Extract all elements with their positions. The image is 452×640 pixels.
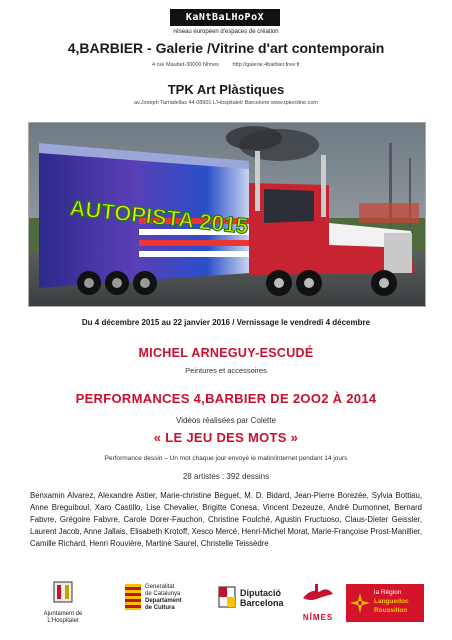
gallery-address-line xyxy=(0,62,452,68)
event-dates: Du 4 décembre 2015 au 22 janvier 2016 / Vernissage le vendredi 4 décembre xyxy=(81,318,371,327)
catalunya-flag-icon xyxy=(125,584,141,610)
region-line-3: Roussillon xyxy=(374,607,408,614)
tpk-address-line xyxy=(0,100,452,106)
catalunya-line-2: de Catalunya xyxy=(145,591,181,597)
performances-title: PERFORMANCES 4,BARBIER DE 2OO2 À 2014 xyxy=(75,391,377,406)
diputacio-line-1: Diputació xyxy=(240,588,282,598)
performance-description: Performance dessin – Un mot chaque jour envoyé le matin/internet pendant 14 jours xyxy=(104,455,348,462)
network-logo: KaNtBaLHoPoX xyxy=(170,9,280,26)
network-subtitle: réseau européen d'espaces de création xyxy=(173,29,279,35)
truck-text: AUTOPISTA 2015 xyxy=(68,195,250,239)
artists-count: 28 artistes : 392 dessins xyxy=(182,472,270,481)
nimes-label: NÎMES xyxy=(302,613,334,622)
truck-photo xyxy=(28,122,426,307)
tpk-url[interactable]: www.tpkonline.com xyxy=(270,100,318,106)
artist-name: MICHEL ARNEGUY-ESCUDÉ xyxy=(138,346,314,360)
gallery-title: 4,BARBIER - Galerie /Vitrine d'art contemporain xyxy=(67,40,385,56)
hospitalet-logo xyxy=(28,580,98,625)
region-line-2: Languedoc xyxy=(374,598,409,605)
region-logo xyxy=(346,584,424,622)
artists-list: Benxamin Alvarez, Alexandre Astier, Marie-christine Beguet, M. D. Bidard, Jean-Pierre Borezée, Sylvia Bottiau, Anne Breguiboul, Xaro Castillo, Lise Chevalier, Brigitte Conesa, Vincent Dezeuze, André Dumonnet, Bernard Fabvre, Grégoire Fabvre, Carole Dorer-Fauchon, Christine Foulché, Agustin Fructuoso, Claus-Dieter Geissler, Laurent Jacob, Anne Jallais, Elisabeth Krotoff, Xesco Mercé, Henri-Michel Morat, Marie-Françoise Prost-Manillier, Camille Richard, Henri Rouvière, Martine Saurel, Christelle Teissèdre xyxy=(30,491,422,548)
artist-subtitle: Peintures et accessoires xyxy=(185,366,267,375)
sponsor-logos xyxy=(0,580,452,640)
videos-credit: Vidéos réalisées par Colette xyxy=(176,416,276,425)
nimes-logo xyxy=(296,582,340,622)
occitan-cross-icon xyxy=(349,592,371,614)
nimes-crocodile-icon xyxy=(301,582,335,608)
gallery-address: 4 rue Maubet-30000 Nîmes xyxy=(151,62,219,68)
gallery-url[interactable]: http://galerie.4barbier.free.fr xyxy=(232,62,301,68)
tpk-title: TPK Art Plàstiques xyxy=(167,82,285,97)
truck-illustration xyxy=(29,123,425,306)
catalunya-line-3: Departament xyxy=(145,598,182,604)
jeu-des-mots-title: « LE JEU DES MOTS » xyxy=(153,430,299,445)
hospitalet-label: Ajuntament de L'Hospitalet xyxy=(43,611,83,624)
hospitalet-crest-icon xyxy=(51,580,75,606)
catalunya-line-4: de Cultura xyxy=(145,605,175,611)
tpk-address: av.Joseph Tarradellas 44 08901 L'Hospitalet/ Barcelone xyxy=(134,100,270,106)
region-line-1: la Région xyxy=(374,589,402,596)
diputacio-line-2: Barcelona xyxy=(240,598,284,608)
catalunya-line-1: Generalitat xyxy=(145,584,175,590)
diputacio-crest-icon xyxy=(218,586,236,608)
